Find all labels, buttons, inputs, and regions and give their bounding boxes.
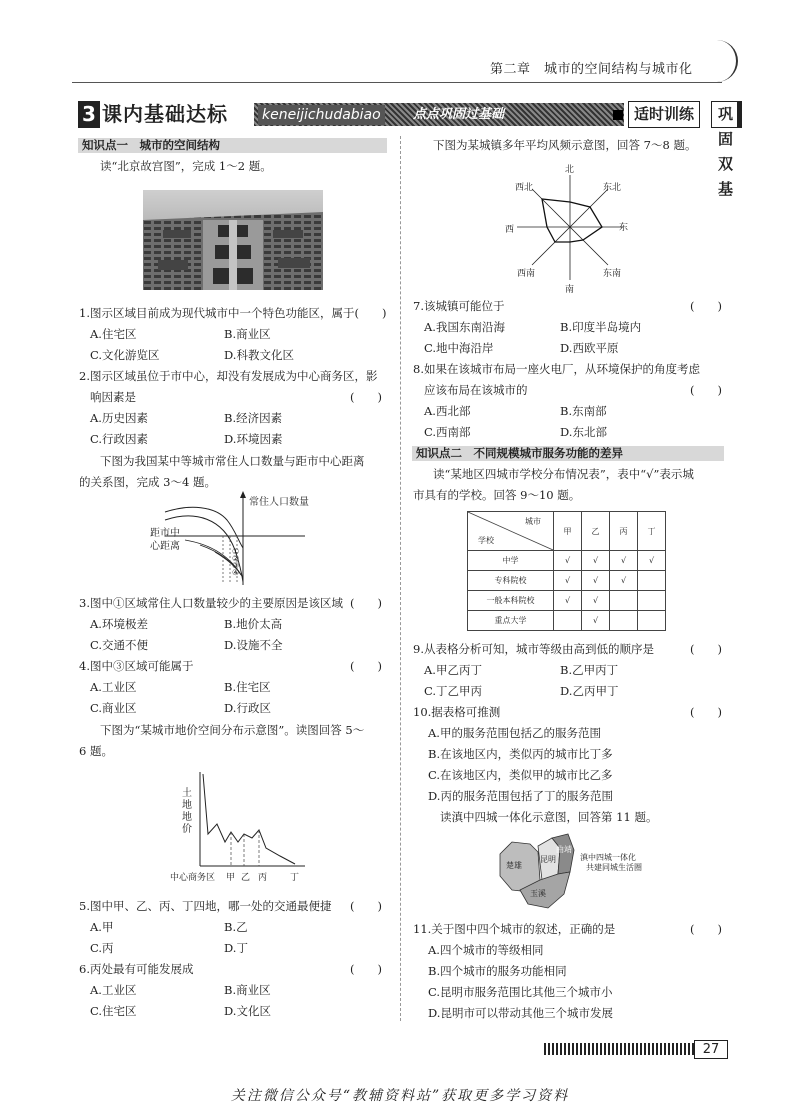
banner-pinyin: keneijichudabiao: [258, 105, 385, 125]
q1-option-c: C.文化游览区: [90, 348, 160, 362]
dianzhong-map: [490, 832, 670, 912]
q2-stem-line1: 2.图示区域虽位于市中心，却没有发展成为中心商务区，影: [79, 369, 378, 383]
q6-option-c: C.住宅区: [90, 1004, 137, 1018]
q11-option-a: A.四个城市的等级相同: [428, 943, 544, 957]
map-caption-2: 共建同城生活圈: [586, 863, 642, 872]
row-label: 一般本科院校: [468, 591, 554, 611]
intro-q3-4-line2: 的关系图，完成 3～4 题。: [79, 475, 216, 489]
page-number: 27: [694, 1040, 728, 1059]
q3-option-a: A.环境极差: [90, 617, 148, 631]
q3-option-c: C.交通不便: [90, 638, 149, 652]
q7-option-b: B.印度半岛境内: [560, 320, 642, 334]
row-label: 重点大学: [468, 611, 554, 631]
q9-option-b: B.乙甲丙丁: [560, 663, 619, 677]
rose-west: 西: [505, 225, 515, 235]
table-cell: [638, 571, 666, 591]
rose-northeast: 东北: [603, 183, 622, 193]
corner-top-label: 城市: [525, 517, 541, 526]
rose-north: 北: [565, 165, 575, 175]
rose-southwest: 西南: [517, 269, 536, 279]
fig2-point-jia: 甲: [226, 873, 236, 883]
q5-option-a: A.甲: [90, 920, 114, 934]
fig2-point-bing: 丙: [258, 873, 268, 883]
q2-paren: ( ): [350, 390, 382, 404]
banner-box-training: 适时训练: [628, 101, 700, 128]
table-cell: [638, 591, 666, 611]
page-number-stripe: [544, 1043, 694, 1055]
q4-option-c: C.商业区: [90, 701, 137, 715]
q8-stem-line2: 应该布局在该城市的: [424, 383, 528, 397]
map-city-yuxi: 玉溪: [530, 889, 546, 898]
city-header: 丙: [610, 512, 638, 551]
table-cell: √: [554, 571, 582, 591]
banner-box-consolidate: 巩固双基: [711, 101, 742, 128]
table-cell: [554, 611, 582, 631]
q2-stem-line2: 响因素是: [90, 390, 136, 404]
header-curve: [714, 40, 738, 82]
q2-option-b: B.经济因素: [224, 411, 283, 425]
city-header: 甲: [554, 512, 582, 551]
q5-option-d: D.丁: [224, 941, 248, 955]
table-cell: [610, 591, 638, 611]
q6-option-b: B.商业区: [224, 983, 271, 997]
corner-bottom-label: 学校: [478, 536, 494, 545]
map-city-chuxiong: 楚雄: [506, 861, 522, 870]
rose-east: 东: [619, 223, 629, 233]
q5-option-b: B.乙: [224, 920, 248, 934]
q7-stem: 7.该城镇可能位于: [413, 299, 505, 313]
table-cell: √: [638, 551, 666, 571]
column-divider: [400, 136, 401, 1021]
table-cell: √: [610, 551, 638, 571]
fig1-region-4: ④: [232, 568, 240, 577]
q6-paren: ( ): [350, 962, 382, 976]
banner-number: 3: [78, 101, 100, 128]
q5-option-c: C.丙: [90, 941, 114, 955]
fig1-region-2: ②: [232, 554, 240, 563]
q10-option-a: A.甲的服务范围包括乙的服务范围: [428, 726, 601, 740]
intro-q3-4-line1: 下图为我国某中等城市常住人口数量与距市中心距离: [100, 454, 365, 468]
table-cell: √: [582, 591, 610, 611]
fig1-xlabel-2: 心距离: [150, 541, 180, 552]
q11-paren: ( ): [690, 922, 722, 936]
q4-option-d: D.行政区: [224, 701, 271, 715]
table-cell: [638, 611, 666, 631]
q9-option-d: D.乙丙甲丁: [560, 684, 619, 698]
table-cell: √: [582, 611, 610, 631]
table-row: [468, 551, 666, 571]
intro-q7-8: 下图为某城镇多年平均风频示意图，回答 7～8 题。: [433, 138, 697, 152]
rose-northwest: 西北: [515, 183, 534, 193]
q11-option-d: D.昆明市可以带动其他三个城市发展: [428, 1006, 613, 1020]
table-header-row: [468, 512, 666, 551]
intro-q5-6-line2: 6 题。: [79, 744, 113, 758]
q6-stem: 6.丙处最有可能发展成: [79, 962, 194, 976]
chapter-header: 第二章 城市的空间结构与城市化: [490, 62, 693, 77]
row-label: 中学: [468, 551, 554, 571]
population-distance-figure: [145, 490, 320, 590]
intro-q9-10-line1: 读“某地区四城市学校分布情况表”，表中“√”表示城: [433, 467, 694, 481]
intro-q9-10-line2: 市具有的学校。回答 9～10 题。: [413, 488, 581, 502]
wind-rose-figure: [505, 160, 635, 295]
table-row: [468, 591, 666, 611]
q9-paren: ( ): [690, 642, 722, 656]
fig2-ylabel: 土地地价: [182, 788, 192, 835]
q1-option-a: A.住宅区: [90, 327, 137, 341]
fig1-ylabel: 常住人口数量: [249, 497, 309, 508]
map-city-kunming: 昆明: [540, 855, 556, 864]
q4-paren: ( ): [350, 659, 382, 673]
q9-stem: 9.从表格分析可知，城市等级由高到低的顺序是: [413, 642, 654, 656]
land-price-figure: [170, 766, 310, 884]
q4-option-b: B.住宅区: [224, 680, 271, 694]
q2-option-d: D.环境因素: [224, 432, 283, 446]
q8-option-c: C.西南部: [424, 425, 471, 439]
q6-option-a: A.工业区: [90, 983, 137, 997]
banner-title: 课内基础达标: [102, 102, 228, 126]
q10-option-d: D.丙的服务范围包括了丁的服务范围: [428, 789, 613, 803]
q8-option-b: B.东南部: [560, 404, 607, 418]
city-header: 乙: [582, 512, 610, 551]
fig1-region-3: ③: [232, 561, 240, 570]
q9-option-a: A.甲乙丙丁: [424, 663, 482, 677]
q9-option-c: C.丁乙甲丙: [424, 684, 483, 698]
footer-note: 关注微信公众号“教辅资料站”获取更多学习资料: [230, 1088, 570, 1104]
q6-option-d: D.文化区: [224, 1004, 271, 1018]
q11-option-c: C.昆明市服务范围比其他三个城市小: [428, 985, 613, 999]
rose-southeast: 东南: [603, 269, 622, 279]
table-cell: √: [554, 591, 582, 611]
q2-option-c: C.行政因素: [90, 432, 149, 446]
q11-option-b: B.四个城市的服务功能相同: [428, 964, 567, 978]
map-caption-1: 滇中四城一体化: [580, 853, 636, 862]
forbidden-city-photo: [143, 190, 323, 290]
q5-paren: ( ): [350, 899, 382, 913]
page-number-block: [544, 1040, 727, 1058]
q8-option-d: D.东北部: [560, 425, 607, 439]
table-corner-cell: [468, 512, 554, 551]
q3-paren: ( ): [350, 596, 382, 610]
q3-option-b: B.地价太高: [224, 617, 283, 631]
banner-square-icon: [613, 110, 623, 120]
q7-paren: ( ): [690, 299, 722, 313]
intro-q11: 读滇中四城一体化示意图，回答第 11 题。: [440, 810, 658, 824]
school-table: [467, 511, 666, 631]
q1-option-b: B.商业区: [224, 327, 271, 341]
banner-slogan: 点点巩固过基础: [413, 107, 505, 122]
intro-q5-6-line1: 下图为“某城市地价空间分布示意图”。读图回答 5～: [100, 723, 365, 737]
q10-option-c: C.在该地区内，类似甲的城市比乙多: [428, 768, 613, 782]
table-row: [468, 571, 666, 591]
q10-option-b: B.在该地区内，类似丙的城市比丁多: [428, 747, 613, 761]
q3-stem: 3.图中①区域常住人口数量较少的主要原因是该区域: [79, 596, 343, 610]
q3-option-d: D.设施不全: [224, 638, 283, 652]
rose-south: 南: [565, 285, 575, 295]
q1-option-d: D.科教文化区: [224, 348, 294, 362]
q2-option-a: A.历史因素: [90, 411, 148, 425]
fig1-xlabel-1: 距市中: [150, 528, 180, 539]
q7-option-d: D.西欧平原: [560, 341, 619, 355]
row-label: 专科院校: [468, 571, 554, 591]
q4-stem: 4.图中③区域可能属于: [79, 659, 194, 673]
fig2-xlabel: 中心商务区: [170, 873, 216, 883]
q4-option-a: A.工业区: [90, 680, 137, 694]
q10-paren: ( ): [690, 705, 722, 719]
table-cell: √: [582, 571, 610, 591]
map-city-qujing: 曲靖: [556, 845, 572, 854]
table-cell: √: [610, 571, 638, 591]
q7-option-a: A.我国东南沿海: [424, 320, 505, 334]
table-cell: √: [554, 551, 582, 571]
knowledge-point-2: 知识点二 不同规模城市服务功能的差异: [412, 446, 724, 461]
fig2-point-ding: 丁: [290, 873, 300, 883]
fig1-region-1: ①: [232, 547, 240, 556]
city-header: 丁: [638, 512, 666, 551]
q8-option-a: A.西北部: [424, 404, 471, 418]
table-cell: √: [582, 551, 610, 571]
table-cell: [610, 611, 638, 631]
fig2-point-yi: 乙: [241, 873, 251, 883]
knowledge-point-1: 知识点一 城市的空间结构: [78, 138, 387, 153]
q7-option-c: C.地中海沿岸: [424, 341, 494, 355]
q10-stem: 10.据表格可推测: [413, 705, 501, 719]
intro-q1-2: 读“北京故宫图”，完成 1～2 题。: [100, 159, 272, 173]
q8-stem-line1: 8.如果在该城市布局一座火电厂，从环境保护的角度考虑: [413, 362, 700, 376]
q8-paren: ( ): [690, 383, 722, 397]
q11-stem: 11.关于图中四个城市的叙述，正确的是: [413, 922, 616, 936]
table-row: [468, 611, 666, 631]
q1-stem: 1.图示区域目前成为现代城市中一个特色功能区，属于( ): [79, 306, 387, 320]
header-rule: [72, 82, 722, 83]
q5-stem: 5.图中甲、乙、丙、丁四地，哪一处的交通最便捷: [79, 899, 332, 913]
